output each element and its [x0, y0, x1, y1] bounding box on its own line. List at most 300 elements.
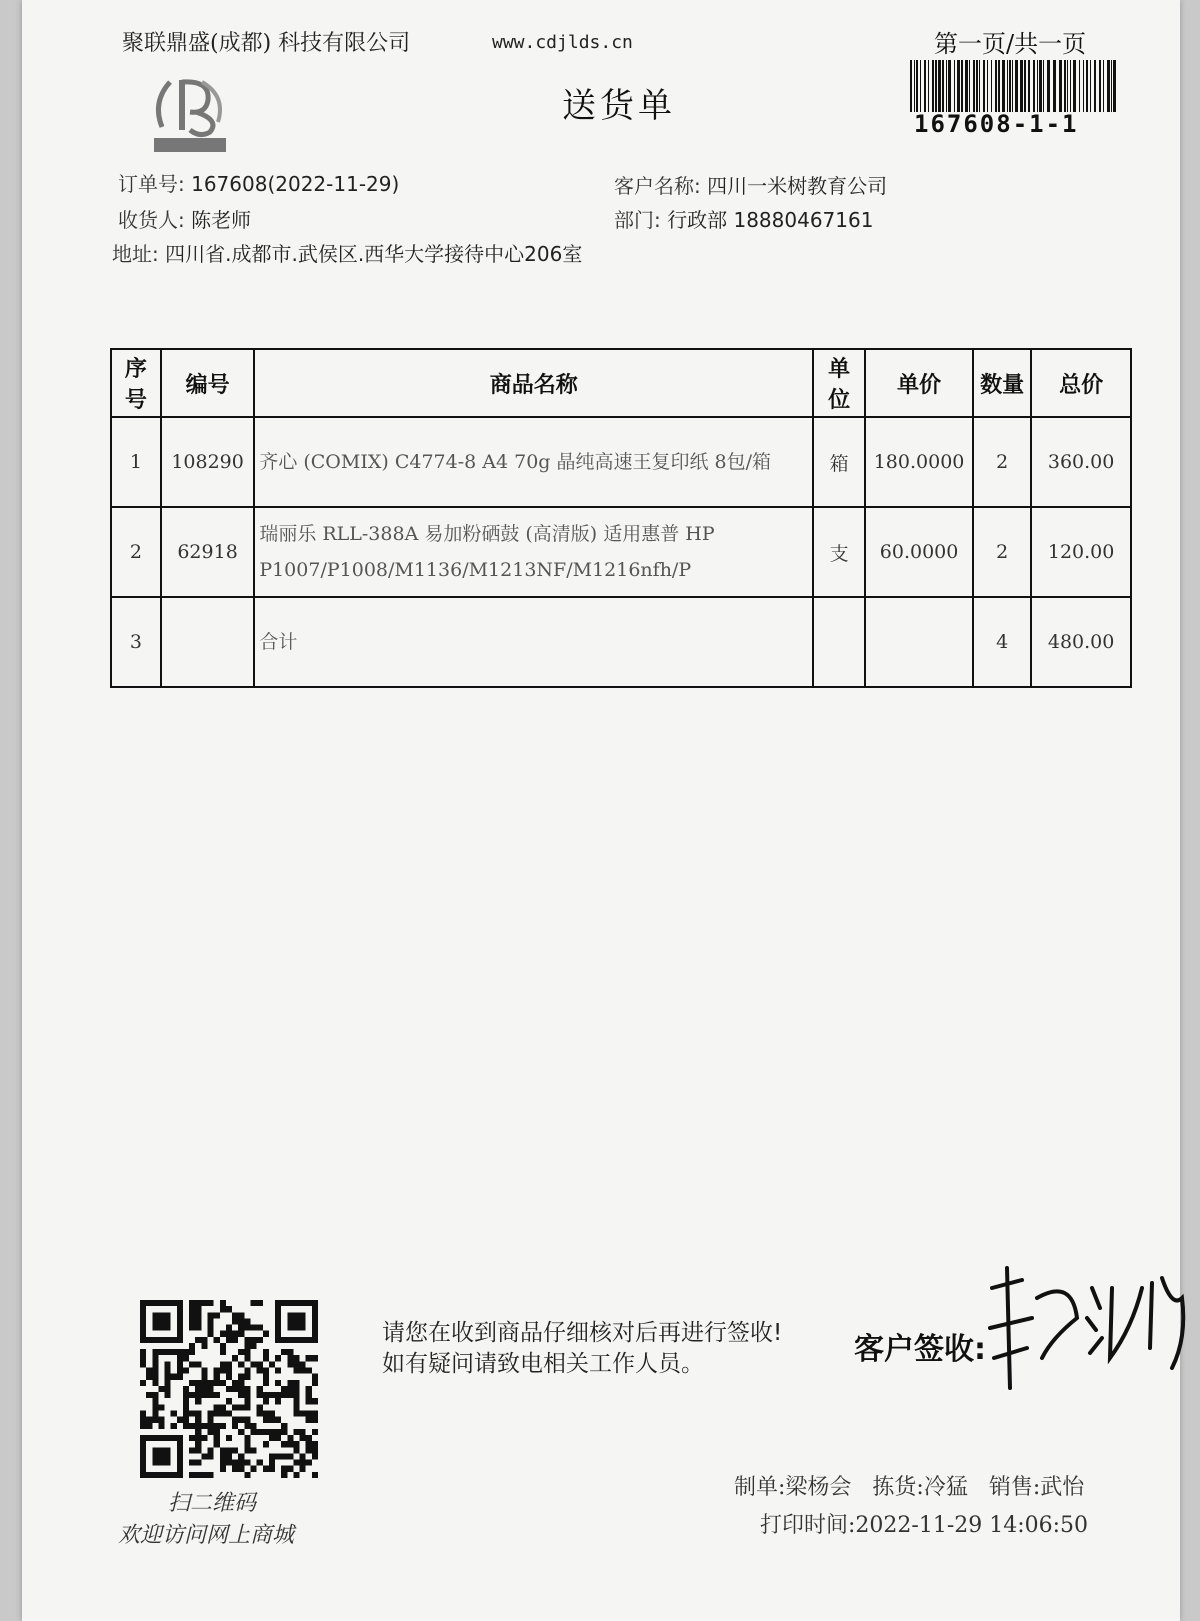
qr-module [263, 1441, 269, 1447]
qr-module [232, 1460, 238, 1466]
qr-module [195, 1337, 201, 1343]
qr-module [177, 1355, 183, 1361]
qr-module [238, 1331, 244, 1337]
barcode-bar [969, 60, 970, 112]
qr-module [183, 1355, 189, 1361]
cell-quantity: 4 [973, 597, 1031, 687]
qr-module [232, 1404, 238, 1410]
qr-module [208, 1318, 214, 1324]
qr-module [281, 1441, 287, 1447]
qr-module [244, 1398, 250, 1404]
delivery-note-paper [22, 0, 1180, 1621]
barcode-bar [954, 60, 955, 112]
qr-module [208, 1453, 214, 1459]
qr-module [214, 1429, 220, 1435]
qr-module [208, 1423, 214, 1429]
qr-module [293, 1410, 299, 1416]
qr-module [300, 1460, 306, 1466]
header-product-name: 商品名称 [254, 349, 813, 417]
barcode-bar [1053, 60, 1056, 112]
qr-module [220, 1331, 226, 1337]
cell-product-name: 瑞丽乐 RLL-388A 易加粉硒鼓 (高清版) 适用惠普 HP P1007/P1008/M1136/M1213NF/M1216nfh/P [254, 507, 813, 597]
barcode-image [910, 60, 1120, 112]
cell-unit: 支 [813, 507, 865, 597]
order-number-value: 167608(2022-11-29) [191, 172, 400, 196]
cell-total: 120.00 [1031, 507, 1131, 597]
qr-module [220, 1453, 226, 1459]
qr-module [306, 1441, 312, 1447]
qr-module [214, 1337, 220, 1343]
qr-module [293, 1447, 299, 1453]
qr-module [226, 1398, 232, 1404]
barcode-bar [928, 60, 929, 112]
cell-unit-price: 60.0000 [865, 507, 973, 597]
qr-module [281, 1349, 287, 1355]
cell-unit-price: 180.0000 [865, 417, 973, 507]
barcode-bar [1083, 60, 1084, 112]
header-quantity: 数量 [973, 349, 1031, 417]
qr-module [226, 1337, 232, 1343]
qr-module [158, 1423, 164, 1429]
qr-module [195, 1325, 201, 1331]
qr-module [201, 1343, 207, 1349]
sales-person: 销售:武怡 [988, 1475, 1085, 1500]
qr-module [165, 1368, 171, 1374]
qr-module [226, 1368, 232, 1374]
qr-caption-scan: 扫二维码 [168, 1491, 257, 1516]
qr-module [208, 1325, 214, 1331]
qr-module [238, 1318, 244, 1324]
qr-module [189, 1325, 195, 1331]
qr-module [300, 1435, 306, 1441]
qr-module [158, 1386, 164, 1392]
qr-module [201, 1337, 207, 1343]
qr-module [214, 1312, 220, 1318]
qr-module [158, 1404, 164, 1410]
qr-module [183, 1392, 189, 1398]
qr-module [306, 1460, 312, 1466]
qr-module [165, 1361, 171, 1367]
receiver-value: 陈老师 [191, 208, 252, 232]
staff-line [734, 1470, 1098, 1501]
qr-module [269, 1410, 275, 1416]
qr-module [250, 1343, 256, 1349]
qr-module [244, 1337, 250, 1343]
qr-module [287, 1355, 293, 1361]
inspection-notice: 请您在收到商品仔细核对后再进行签收! 如有疑问请致电相关工作人员。 [382, 1320, 783, 1377]
department [614, 204, 873, 233]
cell-unit [813, 597, 865, 687]
qr-module [306, 1398, 312, 1404]
qr-module [232, 1331, 238, 1337]
qr-module [275, 1453, 281, 1459]
qr-module [189, 1447, 195, 1453]
qr-module [263, 1368, 269, 1374]
qr-module [238, 1392, 244, 1398]
qr-module [293, 1392, 299, 1398]
qr-module [152, 1361, 158, 1367]
qr-module [195, 1312, 201, 1318]
qr-module [250, 1423, 256, 1429]
qr-module [232, 1386, 238, 1392]
barcode-bar [998, 60, 1000, 112]
qr-module [171, 1423, 177, 1429]
qr-module [165, 1392, 171, 1398]
qr-module [220, 1460, 226, 1466]
qr-module [306, 1417, 312, 1423]
qr-module [244, 1447, 250, 1453]
qr-module [189, 1380, 195, 1386]
qr-module [152, 1355, 158, 1361]
qr-module [269, 1466, 275, 1472]
barcode-number: 167608-1-1 [914, 110, 1079, 138]
barcode-bar [987, 60, 988, 112]
qr-module [238, 1361, 244, 1367]
qr-module [165, 1380, 171, 1386]
qr-module [287, 1361, 293, 1367]
qr-module [208, 1429, 214, 1435]
qr-module [287, 1312, 305, 1330]
barcode-bar [935, 60, 937, 112]
qr-module [195, 1447, 201, 1453]
qr-module [238, 1453, 244, 1459]
qr-module [220, 1380, 226, 1386]
qr-module [226, 1306, 232, 1312]
qr-module [238, 1380, 244, 1386]
qr-module [195, 1417, 201, 1423]
qr-module [281, 1423, 287, 1429]
qr-module [269, 1435, 275, 1441]
qr-module [281, 1472, 287, 1478]
qr-module [214, 1423, 220, 1429]
qr-module [250, 1361, 256, 1367]
qr-module [257, 1460, 263, 1466]
address-value: 四川省.成都市.武侯区.西华大学接待中心206室 [165, 242, 583, 266]
qr-module [263, 1392, 269, 1398]
handwritten-signature [982, 1258, 1200, 1408]
barcode-bar [1002, 60, 1005, 112]
cell-seq: 3 [111, 597, 161, 687]
qr-module [312, 1429, 318, 1435]
qr-module [312, 1417, 318, 1423]
qr-module [275, 1435, 281, 1441]
qr-module [287, 1453, 293, 1459]
qr-module [257, 1404, 263, 1410]
barcode-bar [1079, 60, 1080, 112]
barcode-bar [910, 60, 912, 112]
company-name: 聚联鼎盛(成都) 科技有限公司 [122, 31, 411, 56]
barcode-bar [1033, 60, 1035, 112]
qr-module [226, 1447, 232, 1453]
qr-module [244, 1435, 250, 1441]
cell-unit: 箱 [813, 417, 865, 507]
barcode-bar [932, 60, 934, 112]
qr-module [257, 1392, 263, 1398]
qr-module [220, 1466, 226, 1472]
qr-module [152, 1417, 158, 1423]
company-logo [140, 72, 240, 162]
qr-module [189, 1361, 195, 1367]
barcode-bar [1107, 60, 1110, 112]
qr-module [281, 1386, 287, 1392]
qr-module [244, 1392, 250, 1398]
print-time: 打印时间:2022-11-29 14:06:50 [760, 1513, 1089, 1538]
qr-module [312, 1410, 318, 1416]
customer-name [614, 170, 887, 199]
qr-module [287, 1380, 293, 1386]
qr-module [312, 1453, 318, 1459]
barcode-bar [995, 60, 997, 112]
qr-module [165, 1386, 171, 1392]
barcode-bar [983, 60, 985, 112]
qr-module [312, 1447, 318, 1453]
qr-module [220, 1410, 226, 1416]
qr-module [293, 1460, 299, 1466]
qr-module [269, 1361, 275, 1367]
qr-module [189, 1343, 195, 1349]
qr-module [183, 1417, 189, 1423]
qr-module [250, 1447, 256, 1453]
qr-module [287, 1349, 293, 1355]
qr-module [189, 1423, 195, 1429]
qr-module [275, 1380, 281, 1386]
qr-module [177, 1417, 183, 1423]
customer-name-label: 客户名称: [614, 174, 701, 198]
qr-module [257, 1386, 263, 1392]
header-unit: 单位 [813, 349, 865, 417]
qr-module [195, 1380, 201, 1386]
qr-module [306, 1447, 312, 1453]
barcode-bar [957, 60, 960, 112]
qr-module [183, 1398, 189, 1404]
qr-module [195, 1435, 201, 1441]
qr-module [275, 1417, 281, 1423]
qr-module [195, 1441, 201, 1447]
qr-module [226, 1453, 232, 1459]
qr-module [244, 1472, 250, 1478]
qr-module [140, 1410, 146, 1416]
qr-module [140, 1417, 146, 1423]
qr-module [220, 1368, 226, 1374]
qr-module [300, 1429, 306, 1435]
qr-module [220, 1300, 226, 1306]
qr-module [183, 1423, 189, 1429]
qr-module [287, 1392, 293, 1398]
barcode-bar [1028, 60, 1030, 112]
qr-module [238, 1325, 244, 1331]
qr-module [220, 1423, 226, 1429]
qr-module [238, 1312, 244, 1318]
qr-module [244, 1368, 250, 1374]
cell-total: 360.00 [1031, 417, 1131, 507]
qr-module [275, 1398, 281, 1404]
barcode-bar [920, 60, 921, 112]
barcode-bar [1103, 60, 1104, 112]
qr-module [220, 1404, 226, 1410]
qr-module [208, 1417, 214, 1423]
qr-module [195, 1472, 201, 1478]
table-row-total [111, 597, 1131, 687]
barcode-bar [948, 60, 951, 112]
qr-module [257, 1410, 263, 1416]
header-seq: 序号 [111, 349, 161, 417]
qr-module [195, 1429, 201, 1435]
barcode-bar [973, 60, 975, 112]
qr-module [238, 1386, 244, 1392]
qr-module [263, 1349, 269, 1355]
barcode-bar [1094, 60, 1096, 112]
qr-module [293, 1441, 299, 1447]
barcode-bar [961, 60, 963, 112]
header-unit-price: 单价 [865, 349, 973, 417]
qr-module [232, 1417, 238, 1423]
barcode-bar [1037, 60, 1038, 112]
qr-module [201, 1435, 207, 1441]
cell-product-name: 齐心 (COMIX) C4774-8 A4 70g 晶纯高速王复印纸 8包/箱 [254, 417, 813, 507]
qr-module [293, 1429, 299, 1435]
qr-module [312, 1380, 318, 1386]
qr-module [287, 1466, 293, 1472]
qr-module [195, 1318, 201, 1324]
barcode-bar [1073, 60, 1076, 112]
qr-module [293, 1355, 299, 1361]
qr-module [238, 1460, 244, 1466]
qr-module [177, 1368, 183, 1374]
qr-module [171, 1410, 177, 1416]
qr-module [226, 1331, 232, 1337]
address [112, 238, 582, 267]
qr-module [152, 1398, 158, 1404]
receiver [118, 204, 251, 233]
cell-quantity: 2 [973, 417, 1031, 507]
qr-module [300, 1361, 306, 1367]
qr-module [201, 1386, 207, 1392]
qr-module [189, 1435, 195, 1441]
qr-module [201, 1300, 207, 1306]
qr-module [146, 1423, 152, 1429]
qr-module [238, 1466, 244, 1472]
qr-module [189, 1312, 195, 1318]
qr-module [238, 1404, 244, 1410]
items-table [110, 348, 1132, 688]
qr-module [244, 1423, 250, 1429]
barcode-bar [1086, 60, 1088, 112]
qr-module [244, 1460, 250, 1466]
barcode-bar [1039, 60, 1042, 112]
qr-module [244, 1355, 250, 1361]
qr-module [232, 1318, 238, 1324]
barcode-bar [1007, 60, 1008, 112]
qr-module [195, 1410, 201, 1416]
barcode-bar [1067, 60, 1068, 112]
page-indicator: 第一页/共一页 [934, 30, 1087, 58]
barcode-bar [938, 60, 941, 112]
barcode-bar [1047, 60, 1050, 112]
barcode-bar [916, 60, 918, 112]
qr-module [232, 1466, 238, 1472]
qr-module [208, 1380, 214, 1386]
qr-module [281, 1466, 287, 1472]
qr-module [306, 1368, 312, 1374]
cell-product-name: 合计 [254, 597, 813, 687]
address-label: 地址: [112, 242, 159, 266]
qr-module [195, 1306, 201, 1312]
qr-module [208, 1392, 214, 1398]
department-value: 行政部 18880467161 [667, 208, 874, 232]
qr-module [306, 1410, 312, 1416]
qr-module [281, 1429, 287, 1435]
customer-signature-label: 客户签收: [854, 1332, 986, 1367]
qr-module [226, 1361, 232, 1367]
barcode-bar [991, 60, 992, 112]
qr-module [244, 1386, 250, 1392]
barcode-bar [1099, 60, 1101, 112]
qr-module [208, 1312, 214, 1318]
qr-module [306, 1435, 312, 1441]
qr-module [257, 1337, 263, 1343]
qr-module [220, 1447, 226, 1453]
picked-by: 拣货:冷猛 [872, 1475, 968, 1500]
qr-module [220, 1343, 226, 1349]
prepared-by: 制单:梁杨会 [734, 1475, 852, 1500]
qr-module [140, 1423, 146, 1429]
qr-module [195, 1398, 201, 1404]
qr-module [152, 1410, 158, 1416]
cell-code [161, 597, 254, 687]
qr-module [232, 1447, 238, 1453]
qr-module [183, 1410, 189, 1416]
qr-module [263, 1466, 269, 1472]
order-number [118, 168, 399, 197]
barcode-bar [1064, 60, 1066, 112]
qr-module [232, 1337, 238, 1343]
barcode-bar [914, 60, 915, 112]
qr-module [214, 1368, 220, 1374]
qr-module [152, 1404, 158, 1410]
qr-module [293, 1404, 299, 1410]
qr-module [281, 1392, 287, 1398]
qr-module [195, 1300, 201, 1306]
qr-module [226, 1325, 232, 1331]
qr-module [201, 1453, 207, 1459]
qr-module [257, 1300, 263, 1306]
qr-module [232, 1423, 238, 1429]
qr-module [263, 1355, 269, 1361]
qr-module [214, 1374, 220, 1380]
receiver-label: 收货人: [118, 208, 185, 232]
table-row [111, 417, 1131, 507]
qr-module [189, 1318, 195, 1324]
qr-module [263, 1410, 269, 1416]
barcode-bar [1113, 60, 1116, 112]
qr-module [250, 1466, 256, 1472]
qr-module [152, 1349, 158, 1355]
barcode-bar [976, 60, 978, 112]
qr-module [214, 1404, 220, 1410]
qr-module [183, 1349, 189, 1355]
qr-module [250, 1337, 256, 1343]
barcode-bar [1111, 60, 1112, 112]
qr-module [312, 1441, 318, 1447]
qr-module [226, 1410, 232, 1416]
qr-module [238, 1349, 244, 1355]
cell-seq: 2 [111, 507, 161, 597]
qr-module [189, 1300, 195, 1306]
qr-module [287, 1435, 293, 1441]
qr-module [300, 1466, 306, 1472]
qr-module [189, 1472, 195, 1478]
qr-module [208, 1386, 214, 1392]
